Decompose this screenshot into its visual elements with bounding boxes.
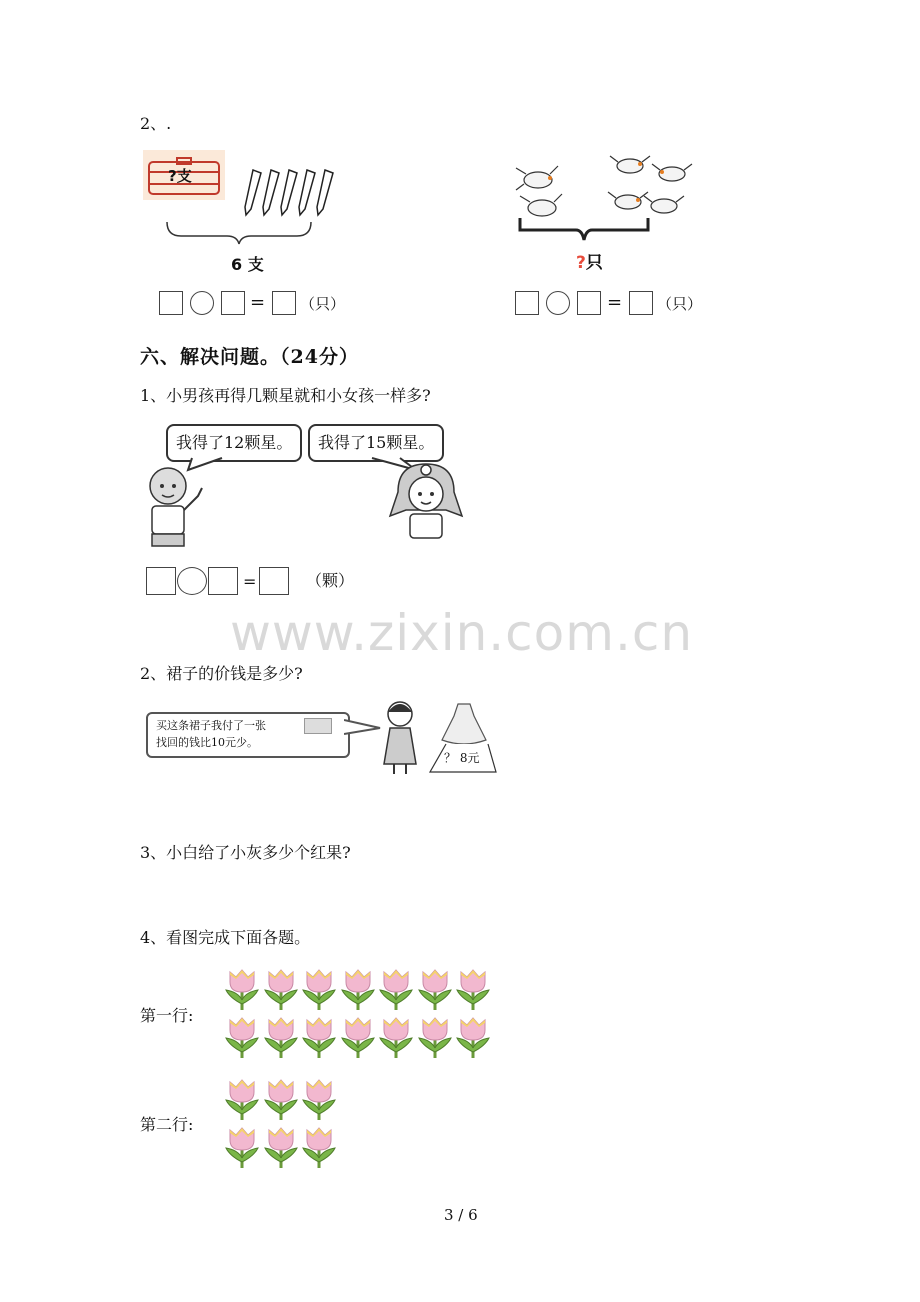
tulip-icon xyxy=(301,1014,337,1064)
answer-box[interactable] xyxy=(221,291,245,315)
price-tag: ？ 8元 xyxy=(444,751,480,765)
tulip-icon xyxy=(263,966,299,1016)
question-text: 2、裙子的价钱是多少? xyxy=(140,664,303,683)
question-text: 1、小男孩再得几颗星就和小女孩一样多? xyxy=(140,386,431,405)
answer-box[interactable] xyxy=(259,567,289,595)
girl-figure xyxy=(380,698,420,776)
page-number: 3 / 6 xyxy=(444,1206,478,1224)
speech-line-1: 买这条裙子我付了一张 xyxy=(156,719,266,732)
row-label: 第一行: xyxy=(140,1006,194,1025)
operator-circle[interactable] xyxy=(177,567,207,595)
answer-box[interactable] xyxy=(577,291,601,315)
tulip-icon xyxy=(263,1014,299,1064)
tulip-icon xyxy=(340,966,376,1016)
tulip-icon xyxy=(224,1124,260,1174)
answer-box[interactable] xyxy=(146,567,176,595)
bird-total xyxy=(576,248,603,273)
unit-label: （只） xyxy=(657,295,703,313)
tulip-icon xyxy=(263,1124,299,1174)
girl-speech-bubble: 我得了15颗星。 xyxy=(308,424,444,462)
answer-box[interactable] xyxy=(208,567,238,595)
answer-box[interactable] xyxy=(515,291,539,315)
answer-box[interactable] xyxy=(159,291,183,315)
girl-figure xyxy=(388,462,464,540)
pencil-box-label: ?支 xyxy=(168,167,192,185)
tulip-group-row1 xyxy=(224,966,500,1066)
section-title: 六、解决问题。（24分） xyxy=(140,346,359,368)
boy-speech-bubble: 我得了12颗星。 xyxy=(166,424,302,462)
speech-tail xyxy=(344,718,384,738)
pencil-total-label: 6 支 xyxy=(231,255,264,274)
tulip-icon xyxy=(378,966,414,1016)
bird-illustration xyxy=(512,150,697,275)
question-label: 2、. xyxy=(140,114,172,133)
tulip-icon xyxy=(455,966,491,1016)
tulip-group-row2 xyxy=(224,1076,344,1176)
tulip-icon xyxy=(301,1076,337,1126)
speech-line-2: 找回的钱比10元少。 xyxy=(156,736,258,749)
row-label: 第二行: xyxy=(140,1115,194,1134)
question-mark: ? xyxy=(576,253,586,273)
tulip-icon xyxy=(301,1124,337,1174)
tulip-icon xyxy=(224,1014,260,1064)
answer-box[interactable] xyxy=(272,291,296,315)
tulip-icon xyxy=(340,1014,376,1064)
tulip-icon xyxy=(263,1076,299,1126)
operator-circle[interactable] xyxy=(190,291,214,315)
boy-figure xyxy=(138,464,210,550)
unit-label: （只） xyxy=(300,295,346,313)
operator-circle[interactable] xyxy=(546,291,570,315)
tulip-icon xyxy=(455,1014,491,1064)
dress-speech-bubble xyxy=(146,712,350,758)
bird-total-label: 只 xyxy=(585,253,603,273)
tulip-icon xyxy=(378,1014,414,1064)
equals-sign: = xyxy=(607,292,623,313)
tulip-icon xyxy=(224,966,260,1016)
answer-box[interactable] xyxy=(629,291,653,315)
tulip-icon xyxy=(301,966,337,1016)
question-text: 3、小白给了小灰多少个红果? xyxy=(140,843,351,862)
unit-label: （颗） xyxy=(306,571,355,590)
tulip-icon xyxy=(417,966,453,1016)
equals-sign: = xyxy=(243,572,257,591)
equals-sign: = xyxy=(250,292,266,313)
watermark: www.zixin.com.cn xyxy=(230,604,694,662)
tulip-icon xyxy=(224,1076,260,1126)
tulip-icon xyxy=(417,1014,453,1064)
question-text: 4、看图完成下面各题。 xyxy=(140,928,311,947)
banknote-icon xyxy=(304,718,332,734)
